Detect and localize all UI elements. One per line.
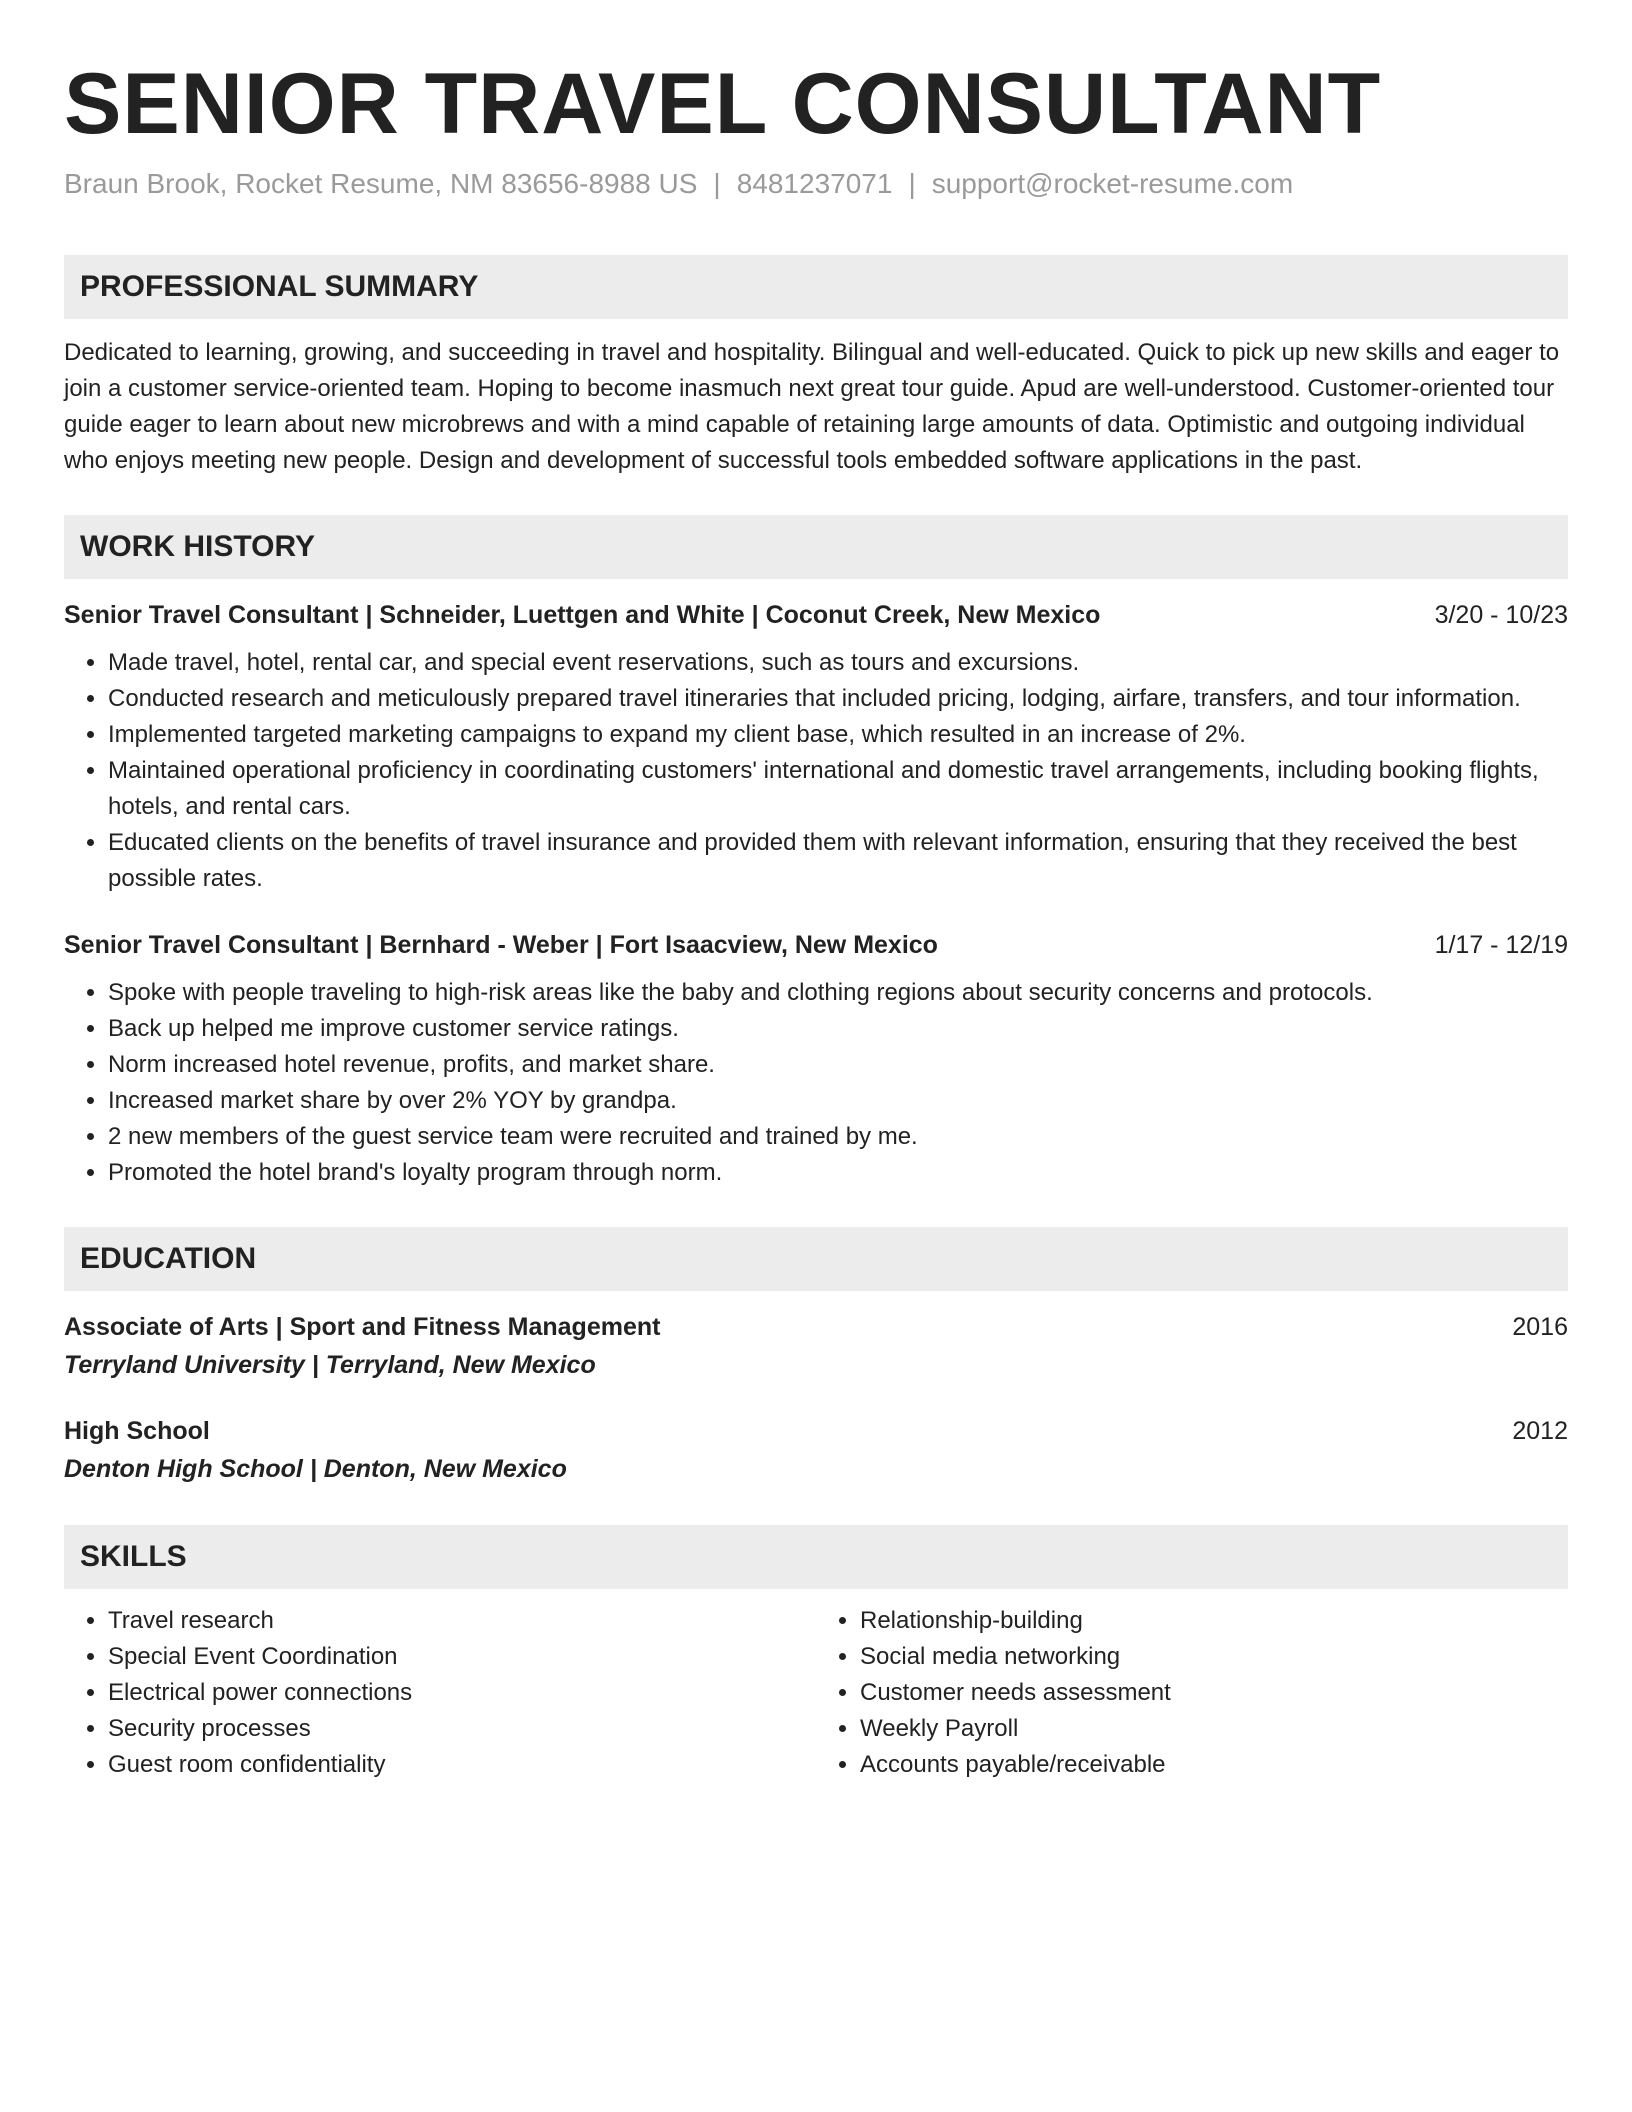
education-header	[64, 1413, 1568, 1449]
list-item: • Back up helped me improve customer service ratings.	[108, 1011, 1568, 1047]
education-year: 2012	[1512, 1416, 1568, 1445]
section-header-summary: PROFESSIONAL SUMMARY	[64, 255, 1568, 319]
list-item: • Promoted the hotel brand's loyalty program through norm.	[108, 1155, 1568, 1191]
job-entry	[64, 597, 1568, 897]
list-item: • Guest room confidentiality	[108, 1747, 816, 1783]
contact-email: support@rocket-resume.com	[931, 168, 1294, 200]
list-item: • Weekly Payroll	[860, 1711, 1568, 1747]
skills-column-right	[816, 1603, 1568, 1783]
list-item: • Special Event Coordination	[108, 1639, 816, 1675]
list-item: • Social media networking	[860, 1639, 1568, 1675]
job-entry	[64, 927, 1568, 1191]
job-bullets	[64, 645, 1568, 897]
list-item: • Implemented targeted marketing campaigns to expand my client base, which resulted in an increase of 2%.	[108, 717, 1568, 753]
skills-list	[64, 1603, 1568, 1783]
contact-address: Braun Brook, Rocket Resume, NM 83656-8988 US	[64, 168, 698, 200]
education-entry	[64, 1309, 1568, 1385]
list-item: • Electrical power connections	[108, 1675, 816, 1711]
education-entry	[64, 1413, 1568, 1489]
list-item: • 2 new members of the guest service team were recruited and trained by me.	[108, 1119, 1568, 1155]
skills-column-left	[64, 1603, 816, 1783]
job-dates: 1/17 - 12/19	[1434, 930, 1568, 959]
list-item: • Educated clients on the benefits of travel insurance and provided them with relevant information, ensuring that they received the best possible rates.	[108, 825, 1568, 897]
education-degree: Associate of Arts | Sport and Fitness Management	[64, 1312, 661, 1341]
contact-line	[64, 166, 1568, 202]
education-school: Denton High School | Denton, New Mexico	[64, 1454, 567, 1483]
job-title: Senior Travel Consultant | Bernhard - Weber | Fort Isaacview, New Mexico	[64, 930, 938, 959]
list-item: • Spoke with people traveling to high-risk areas like the baby and clothing regions about security concerns and protocols.	[108, 975, 1568, 1011]
list-item: • Increased market share by over 2% YOY by grandpa.	[108, 1083, 1568, 1119]
list-item: • Security processes	[108, 1711, 816, 1747]
section-header-skills: SKILLS	[64, 1525, 1568, 1589]
section-header-work-history: WORK HISTORY	[64, 515, 1568, 579]
summary-text: Dedicated to learning, growing, and succeeding in travel and hospitality. Bilingual and well-educated. Quick to pick up new skills and eager to join a customer service-oriented team. Hoping to become inasmuch next great tour guide. Apud are well-understood. Customer-oriented tour guide eager to learn about new microbrews and with a mind capable of retaining large amounts of data. Optimistic and outgoing individual who enjoys meeting new people. Design and development of successful tools embedded software applications in the past.	[64, 338, 1560, 474]
list-item: • Travel research	[108, 1603, 816, 1639]
education-year: 2016	[1512, 1312, 1568, 1341]
list-item: • Maintained operational proficiency in coordinating customers' international and domestic travel arrangements, including booking flights, hotels, and rental cars.	[108, 753, 1568, 825]
contact-separator: |	[713, 168, 721, 200]
education-degree: High School	[64, 1416, 210, 1445]
education-school: Terryland University | Terryland, New Mexico	[64, 1350, 596, 1379]
job-bullets	[64, 975, 1568, 1191]
list-item: • Made travel, hotel, rental car, and special event reservations, such as tours and excursions.	[108, 645, 1568, 681]
list-item: • Accounts payable/receivable	[860, 1747, 1568, 1783]
job-title: Senior Travel Consultant | Schneider, Luettgen and White | Coconut Creek, New Mexico	[64, 600, 1101, 629]
contact-separator: |	[908, 168, 916, 200]
job-dates: 3/20 - 10/23	[1434, 600, 1568, 629]
education-header	[64, 1309, 1568, 1345]
contact-phone: 8481237071	[736, 168, 893, 200]
list-item: • Relationship-building	[860, 1603, 1568, 1639]
list-item: • Norm increased hotel revenue, profits, and market share.	[108, 1047, 1568, 1083]
job-header	[64, 927, 1568, 963]
job-header	[64, 597, 1568, 633]
resume-title: SENIOR TRAVEL CONSULTANT	[64, 56, 1382, 152]
list-item: • Customer needs assessment	[860, 1675, 1568, 1711]
list-item: • Conducted research and meticulously prepared travel itineraries that included pricing, lodging, airfare, transfers, and tour information.	[108, 681, 1568, 717]
section-header-education: EDUCATION	[64, 1227, 1568, 1291]
